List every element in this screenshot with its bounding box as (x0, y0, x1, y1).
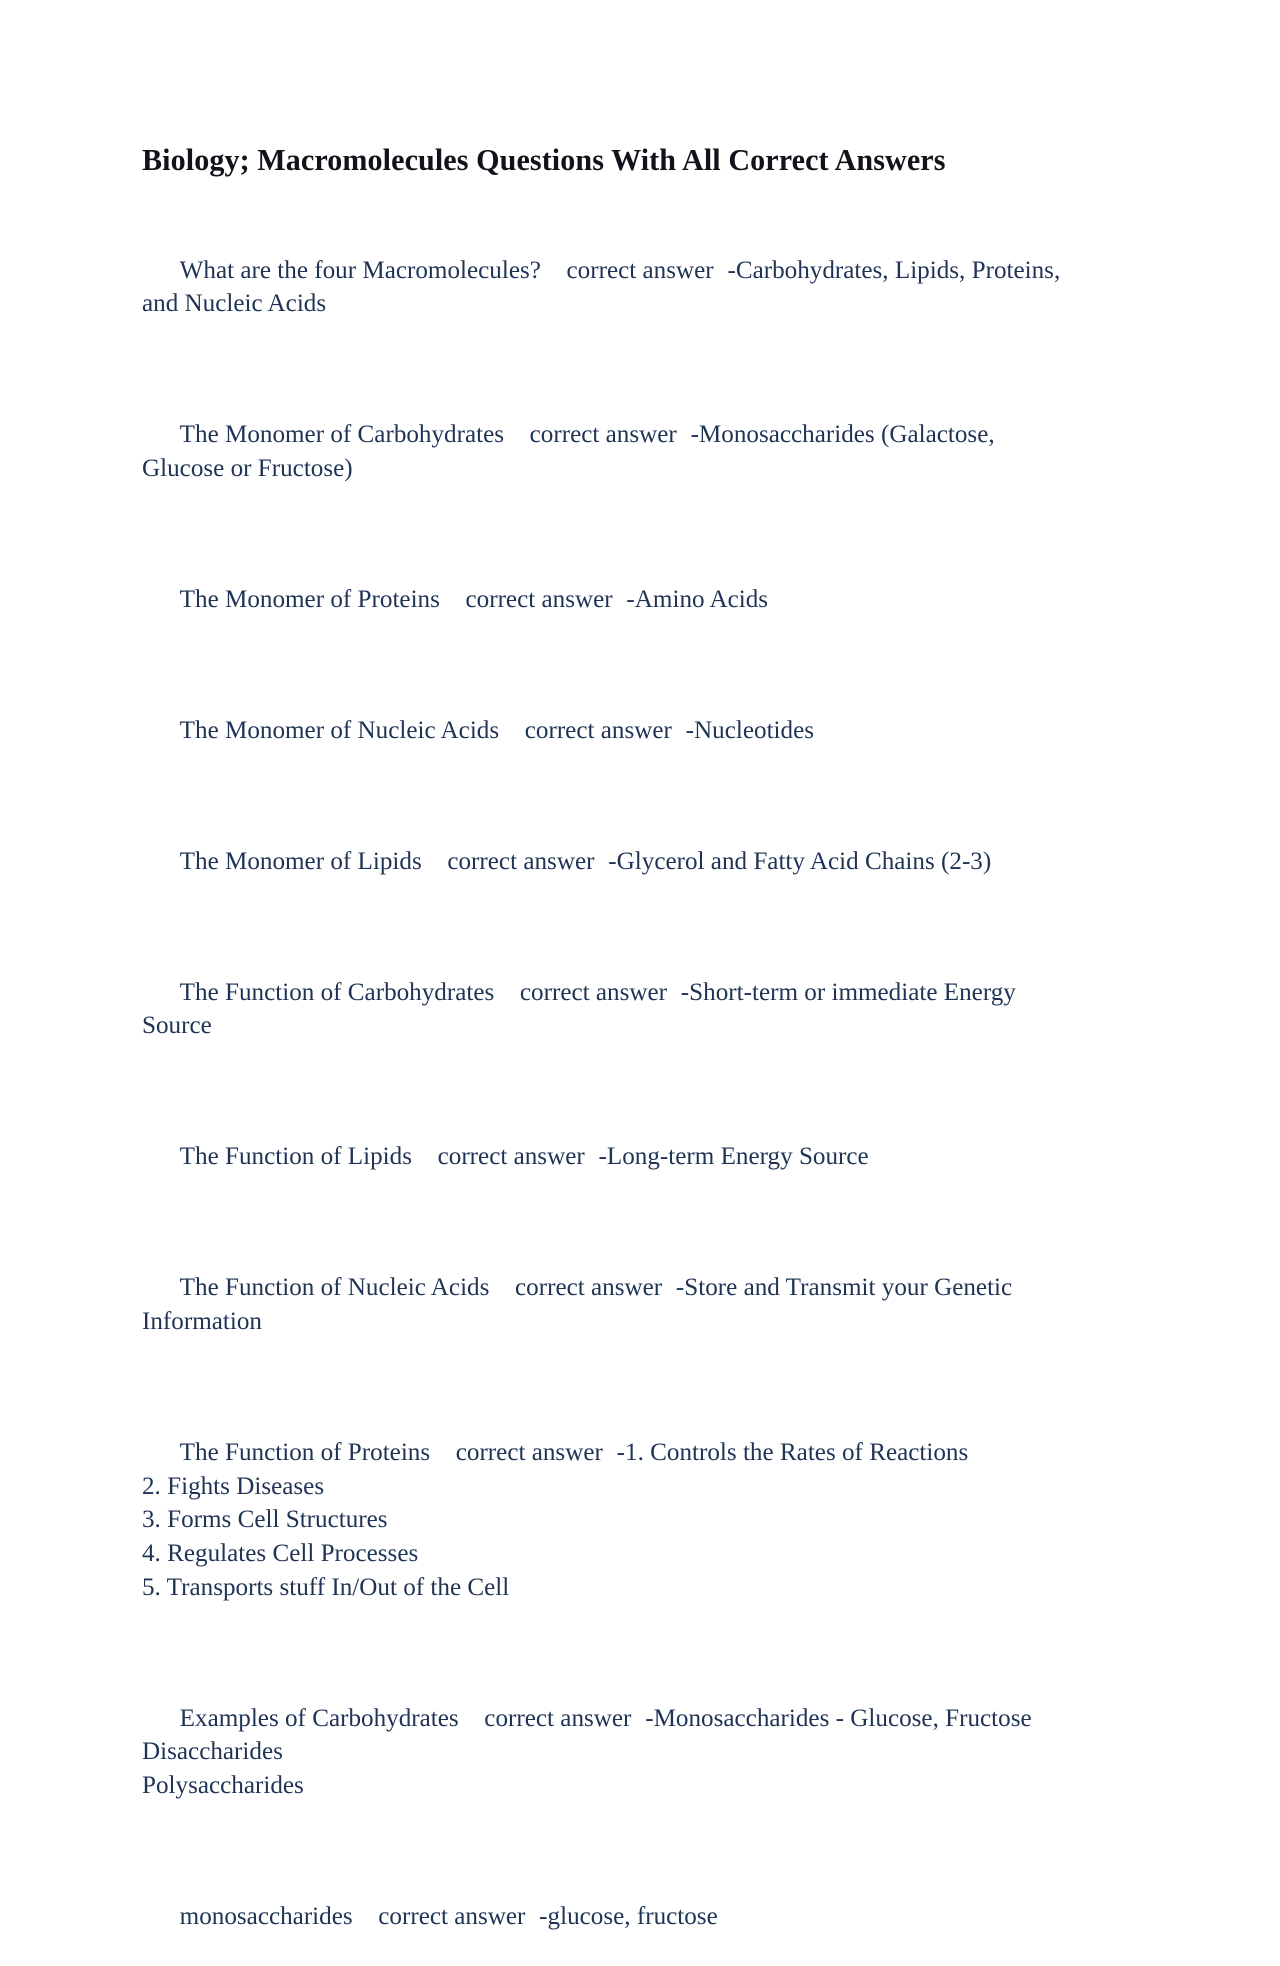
qa-entry-9 (142, 1667, 1068, 1835)
question-text: The Monomer of Nucleic Acids (179, 714, 500, 744)
qa-entry-10 (142, 1865, 1068, 1966)
qa-entry-6 (142, 1106, 1068, 1207)
question-text: monosaccharides (179, 1900, 353, 1930)
qa-entry-8 (142, 1401, 1068, 1637)
correct-answer-label: correct answer (519, 976, 668, 1006)
correct-answer-label: correct answer (378, 1900, 526, 1930)
answer-text: -Monosaccharides - Glucose, Fructose Disaccharides Polysaccharides (142, 1702, 1032, 1799)
correct-answer-label: correct answer (566, 254, 714, 284)
question-text: The Monomer of Lipids (179, 845, 422, 875)
answer-text: -Amino Acids (626, 583, 769, 613)
correct-answer-label: correct answer (515, 1272, 663, 1302)
correct-answer-label: correct answer (455, 1436, 603, 1466)
question-text: The Function of Carbohydrates (179, 976, 495, 1006)
answer-text: -Nucleotides (685, 714, 815, 744)
correct-answer-label: correct answer (529, 419, 677, 449)
answer-text: -Long-term Energy Source (598, 1141, 869, 1171)
qa-entry-5 (142, 941, 1068, 1076)
question-text: Examples of Carbohydrates (179, 1702, 459, 1732)
qa-entry-7 (142, 1237, 1068, 1372)
qa-entry-0 (142, 219, 1068, 354)
question-text: The Function of Proteins (179, 1436, 431, 1466)
correct-answer-label: correct answer (465, 583, 613, 613)
question-text: What are the four Macromolecules? (179, 254, 541, 284)
correct-answer-label: correct answer (524, 714, 672, 744)
qa-entry-3 (142, 679, 1068, 780)
answer-text: -glucose, fructose (539, 1900, 718, 1930)
correct-answer-label: correct answer (437, 1141, 585, 1171)
page-title: Biology; Macromolecules Questions With All Correct Answers (142, 142, 946, 177)
answer-text: -Monosaccharides (Galactose, Glucose or Fructose) (142, 419, 1001, 482)
correct-answer-label: correct answer (447, 845, 595, 875)
answer-text: -Carbohydrates, Lipids, Proteins, and Nucleic Acids (142, 254, 1067, 318)
question-text: The Monomer of Carbohydrates (179, 419, 505, 449)
qa-list (142, 219, 1082, 1966)
answer-text: -Short-term or immediate Energy Source (142, 976, 1023, 1040)
qa-entry-1 (142, 384, 1068, 519)
correct-answer-label: correct answer (484, 1702, 632, 1732)
answer-text: -Glycerol and Fatty Acid Chains (2-3) (608, 845, 992, 875)
answer-text: -Store and Transmit your Genetic Information (142, 1272, 1019, 1335)
qa-entry-2 (142, 548, 1068, 649)
question-text: The Function of Lipids (179, 1141, 412, 1171)
qa-entry-4 (142, 810, 1068, 911)
question-text: The Function of Nucleic Acids (179, 1272, 490, 1302)
answer-text: -1. Controls the Rates of Reactions 2. Fights Diseases 3. Forms Cell Structures 4. Regulates Cell Processes 5. Transports stuff In/Out of the Cell (142, 1436, 969, 1601)
question-text: The Monomer of Proteins (179, 583, 440, 613)
